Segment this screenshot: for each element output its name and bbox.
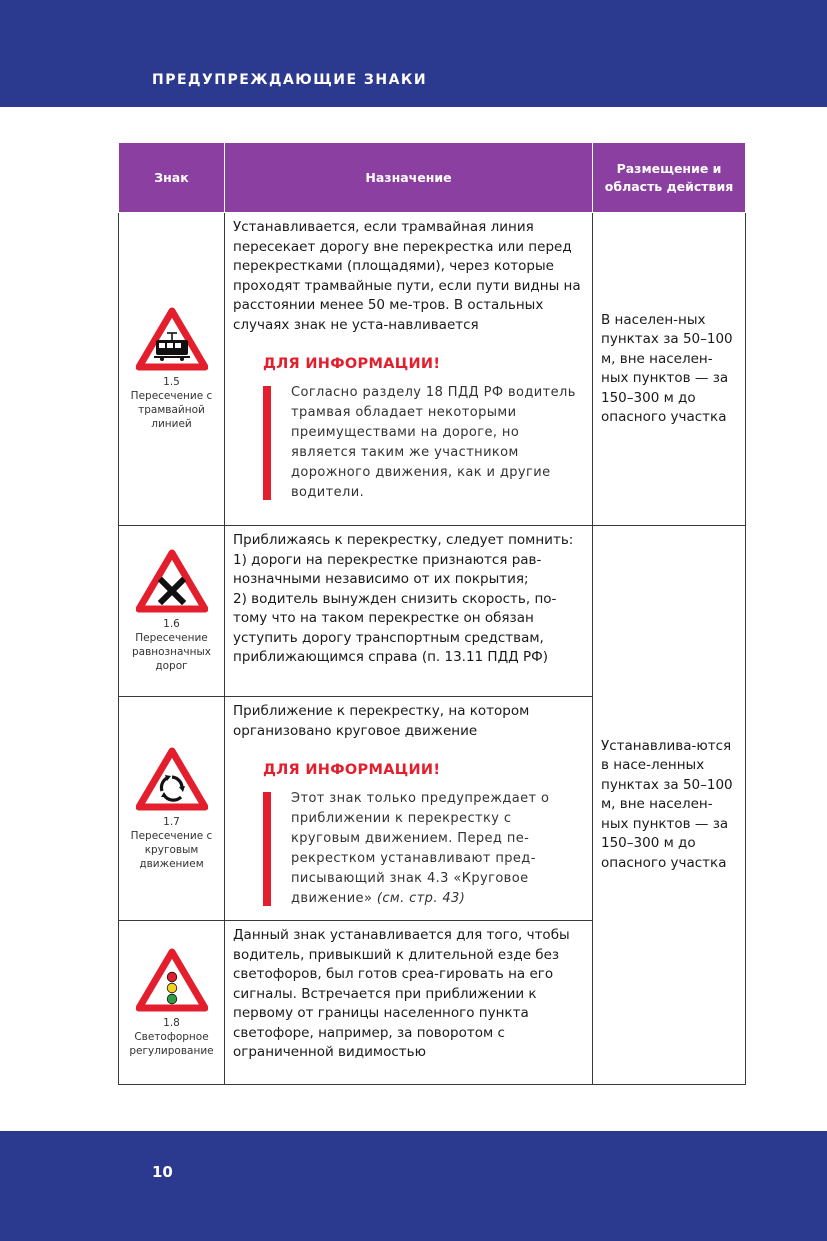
sign-cell	[119, 526, 225, 697]
sign-code: 1.5	[163, 376, 180, 388]
placement-cell	[593, 526, 746, 1085]
section-title: ПРЕДУПРЕЖДАЮЩИЕ ЗНАКИ	[152, 72, 428, 88]
info-title: ДЛЯ ИНФОРМАЦИИ!	[263, 356, 441, 372]
sign-code: 1.6	[163, 618, 180, 630]
info-text: Согласно разделу 18 ПДД РФ водитель трамвая обладает некоторыми преимуществами на дороге, но является таким же участником дорожного движения, как и другие водители.	[291, 384, 576, 500]
placement-text: В населен-ных пунктах за 50–100 м, вне населен-ных пунктов — за 150–300 м до опасного участка	[601, 311, 733, 425]
sign-description: Устанавливается, если трамвайная линия пересекает дорогу вне перекрестка или перед перекрестками (площадями), через которые проходят трамвайные пути, если пути видны на расстоянии менее 50 ме-тров. В остальных случаях знак не уста-навливается	[233, 219, 581, 333]
description-line: Приближаясь к перекрестку, следует помнить:	[233, 532, 574, 548]
placement-text: Устанавлива-ются в насе-ленных пунктах за 50–100 м, вне населен-ных пунктов — за 150–300 м до опасного участка	[601, 737, 733, 871]
table-header-row	[119, 143, 746, 213]
sign-name: Пересечение равнозначных дорог	[131, 632, 212, 672]
info-note	[263, 789, 584, 909]
description-line: 2) водитель вынужден снизить скорость, по-тому что на таком перекрестке он обязан уступить дорогу транспортным средствам, приближающимся справа (п. 13.11 ПДД РФ)	[233, 590, 557, 665]
column-header-purpose: Назначение	[225, 143, 593, 213]
info-title: ДЛЯ ИНФОРМАЦИИ!	[263, 762, 441, 778]
sign-name: Светофорное регулирование	[129, 1030, 214, 1057]
sign-cell	[119, 921, 225, 1085]
description-cell	[225, 697, 593, 921]
info-note	[263, 383, 584, 503]
description-cell	[225, 526, 593, 697]
sign-name: Пересечение с трамвайной линией	[130, 390, 213, 430]
description-cell	[225, 213, 593, 526]
tram-crossing-icon	[136, 307, 208, 371]
page-reference: (см. стр. 43)	[376, 890, 466, 906]
sign-code: 1.7	[163, 815, 180, 828]
sign-name: Пересечение с круговым движением	[130, 829, 213, 870]
sign-code: 1.8	[163, 1016, 180, 1029]
sign-cell	[119, 697, 225, 921]
description-line: 1) дороги на перекрестке признаются рав-нозначными независимо от их покрытия;	[233, 551, 542, 587]
column-header-sign: Знак	[119, 143, 225, 213]
description-cell	[225, 921, 593, 1085]
placement-cell	[593, 213, 746, 526]
table-row	[119, 526, 746, 697]
info-text: Этот знак только предупреждает о приближении к перекрестку с круговым движением. Перед пе-рекрестком устанавливают пред-писывающий знак 4.3 «Круговое движение»	[291, 790, 550, 906]
equal-roads-crossing-icon	[136, 549, 208, 613]
footer-band	[0, 1131, 827, 1241]
header-band	[0, 0, 827, 107]
table-row	[119, 213, 746, 526]
sign-description: Приближение к перекрестку, на котором организовано круговое движение	[233, 703, 530, 739]
column-header-placement: Размещение и область действия	[593, 143, 746, 213]
sign-description: Данный знак устанавливается для того, чтобы водитель, привыкший к длительной езде без светофоров, был готов среа-гировать на его сигналы. Встречается при приближении к первому от границы населенного пункта светофоре, например, за поворотом с ограниченной видимостью	[233, 927, 570, 1060]
warning-signs-table	[118, 142, 746, 1085]
sign-cell	[119, 213, 225, 526]
page-number: 10	[152, 1163, 173, 1181]
roundabout-icon	[136, 747, 208, 811]
traffic-light-icon	[136, 948, 208, 1012]
